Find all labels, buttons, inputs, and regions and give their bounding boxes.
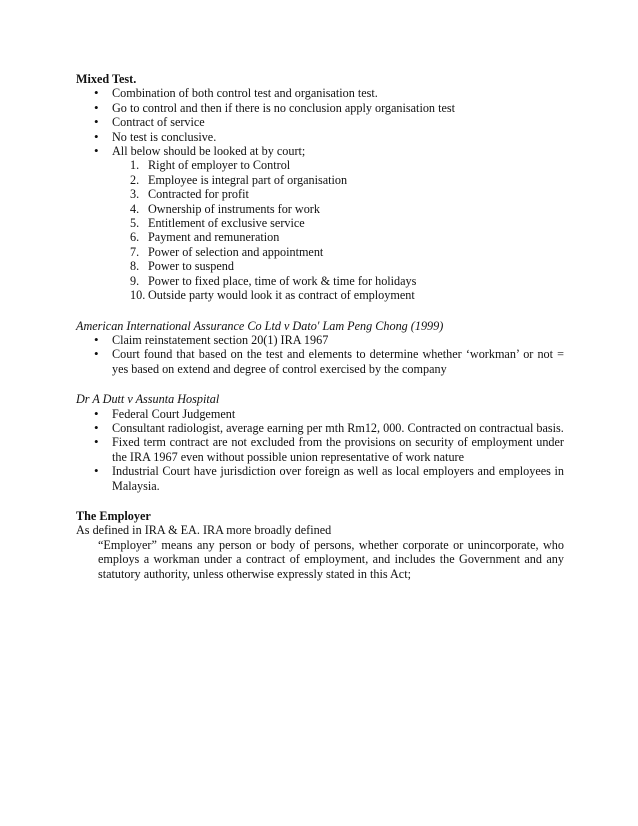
list-item: • Court found that based on the test and elements to determine whether ‘workman’ or not = yes based on extend and degree of control exercised by the company bbox=[76, 347, 564, 376]
mixed-test-bullets bbox=[76, 86, 564, 158]
factor-item bbox=[130, 259, 564, 273]
factor-item bbox=[130, 187, 564, 201]
list-item: • Combination of both control test and organisation test. bbox=[76, 86, 564, 100]
factor-text: Power to fixed place, time of work & time for holidays bbox=[148, 273, 417, 288]
factor-item bbox=[130, 274, 564, 288]
factor-item bbox=[130, 202, 564, 216]
factor-number: 6. bbox=[130, 230, 140, 245]
list-item: • Industrial Court have jurisdiction over foreign as well as local employers and employees in Malaysia. bbox=[76, 464, 564, 493]
employer-heading: The Employer bbox=[76, 508, 151, 523]
factor-number: 3. bbox=[130, 187, 140, 202]
factor-text: Power to suspend bbox=[148, 259, 234, 274]
factor-item bbox=[130, 245, 564, 259]
factor-text: Entitlement of exclusive service bbox=[148, 216, 305, 231]
factor-number: 2. bbox=[130, 172, 140, 187]
factor-text: Outside party would look it as contract of employment bbox=[148, 288, 415, 303]
factor-text: Power of selection and appointment bbox=[148, 244, 324, 259]
document-page bbox=[76, 72, 564, 581]
list-item: • Go to control and then if there is no conclusion apply organisation test bbox=[76, 101, 564, 115]
list-item: • Federal Court Judgement bbox=[76, 407, 564, 421]
list-item: • Claim reinstatement section 20(1) IRA 1967 bbox=[76, 333, 564, 347]
factors-list bbox=[76, 158, 564, 302]
case-title: American International Assurance Co Ltd v Dato' Lam Peng Chong (1999) bbox=[76, 318, 444, 333]
employer-intro: As defined in IRA & EA. IRA more broadly defined bbox=[76, 523, 332, 538]
case-title: Dr A Dutt v Assunta Hospital bbox=[76, 392, 220, 407]
employer-definition: “Employer” means any person or body of persons, whether corporate or unincorporate, who employs a workman under a contract of employment, and includes the Government and any statutory authority, unless otherwise expressly stated in this Act; bbox=[98, 537, 564, 581]
list-item: • Fixed term contract are not excluded from the provisions on security of employment under the IRA 1967 even without possible union representative of work nature bbox=[76, 435, 564, 464]
spacer bbox=[76, 303, 564, 319]
list-item: • Contract of service bbox=[76, 115, 564, 129]
list-item: • All below should be looked at by court; bbox=[76, 144, 564, 158]
factor-text: Payment and remuneration bbox=[148, 230, 280, 245]
mixed-test-heading: Mixed Test. bbox=[76, 72, 137, 86]
factor-item bbox=[130, 288, 564, 302]
factor-number: 7. bbox=[130, 244, 140, 259]
case-bullets bbox=[76, 333, 564, 376]
factor-item bbox=[130, 158, 564, 172]
factor-item bbox=[130, 173, 564, 187]
factor-number: 5. bbox=[130, 216, 140, 231]
factor-text: Ownership of instruments for work bbox=[148, 201, 320, 216]
factor-number: 8. bbox=[130, 259, 140, 274]
spacer bbox=[76, 493, 564, 509]
factor-item bbox=[130, 216, 564, 230]
factor-item bbox=[130, 230, 564, 244]
list-item: • No test is conclusive. bbox=[76, 130, 564, 144]
factor-text: Employee is integral part of organisation bbox=[148, 172, 348, 187]
list-item: • Consultant radiologist, average earning per mth Rm12, 000. Contracted on contractual basis. bbox=[76, 421, 564, 435]
factor-number: 1. bbox=[130, 158, 140, 173]
factor-text: Right of employer to Control bbox=[148, 158, 291, 173]
factor-number: 9. bbox=[130, 273, 140, 288]
factor-number: 10. bbox=[130, 288, 146, 303]
factor-number: 4. bbox=[130, 201, 140, 216]
factor-text: Contracted for profit bbox=[148, 187, 249, 202]
spacer bbox=[76, 376, 564, 392]
case-bullets bbox=[76, 407, 564, 493]
